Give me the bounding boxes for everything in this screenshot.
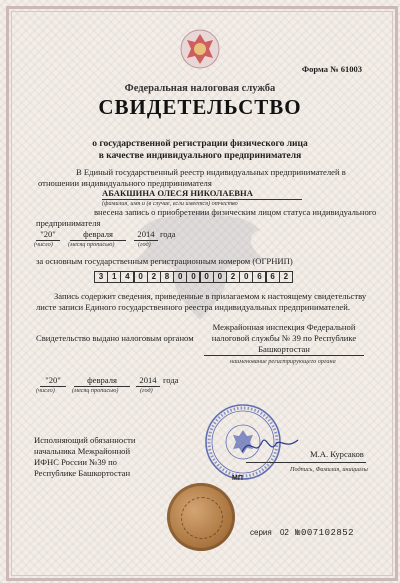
authority-name xyxy=(204,322,364,356)
person-name: АБАКШИНА ОЛЕСЯ НИКОЛАЕВНА xyxy=(102,188,302,200)
ogrnip-digit: 2 xyxy=(226,271,240,283)
hologram-inner-ring xyxy=(181,497,223,539)
ogrnip-digit: 0 xyxy=(239,271,253,283)
ogrnip-digit: 3 xyxy=(94,271,108,283)
service-name: Федеральная налоговая служба xyxy=(124,83,276,94)
record-line-2: листе записи Единого государственного реестра индивидуальных предпринимателей. xyxy=(36,302,350,312)
intro-line-1: В Единый государственный реестр индивидуальных предпринимателей в xyxy=(76,167,346,177)
handwritten-signature xyxy=(240,430,300,460)
position-line-4: Республике Башкортостан xyxy=(34,468,131,478)
date1-month-caption: (месяц прописью) xyxy=(68,241,115,248)
date1-day: "20" xyxy=(36,229,60,241)
serial-series: 02 xyxy=(279,528,289,537)
ogrnip-digit: 2 xyxy=(147,271,161,283)
serial-label: серия xyxy=(250,528,272,537)
authority-line-3: Башкортостан xyxy=(204,344,364,356)
document-subtitle xyxy=(0,138,400,162)
subtitle-line-1: о государственной регистрации физического лица xyxy=(92,139,308,149)
serial-code: №007102852 xyxy=(295,528,355,538)
intro-line-2: отношении индивидуального предпринимателя xyxy=(38,178,212,188)
authority-caption: наименование регистрирующего органа xyxy=(230,358,336,365)
ogrnip-digit: 0 xyxy=(186,271,200,283)
signer-position xyxy=(34,435,136,479)
position-line-1: Исполняющий обязанности xyxy=(34,435,136,445)
subtitle-line-2: в качестве индивидуального предпринимателя xyxy=(98,151,302,161)
signer-name: М.А. Курсаков xyxy=(310,449,364,459)
ogrnip-digit: 8 xyxy=(160,271,174,283)
authority-line-1: Межрайонная инспекция Федеральной xyxy=(212,322,356,332)
coat-of-arms-emblem xyxy=(179,28,221,70)
entry-line-1: внесена запись о приобретении физическим лицом статуса индивидуального xyxy=(94,207,377,217)
ogrnip-digit: 2 xyxy=(279,271,293,283)
date2-day-caption: (число) xyxy=(36,387,55,394)
ogrnip-digit: 0 xyxy=(213,271,227,283)
authority-line-2: налоговой службы № 39 по Республике xyxy=(211,333,357,343)
ogrnip-digit: 1 xyxy=(107,271,121,283)
person-name-caption: (фамилия, имя и (в случае, если имеется) отчество xyxy=(102,200,238,207)
ogrnip-digit: 4 xyxy=(120,271,134,283)
ogrnip-label: за основным государственным регистрационным номером (ОГРНИП) xyxy=(36,256,293,266)
date1-day-caption: (число) xyxy=(34,241,53,248)
ogrnip-digit: 6 xyxy=(252,271,266,283)
ogrnip-digit: 6 xyxy=(266,271,280,283)
signature-line xyxy=(246,462,366,463)
ogrnip-number xyxy=(94,271,292,283)
date2-year-suffix: года xyxy=(163,375,179,385)
document-title: СВИДЕТЕЛЬСТВО xyxy=(98,95,302,119)
position-line-2: начальника Межрайонной xyxy=(34,446,131,456)
ogrnip-digit: 0 xyxy=(134,271,148,283)
date1-year-caption: (год) xyxy=(138,241,151,248)
date1-month: февраля xyxy=(70,229,126,241)
issued-label: Свидетельство выдано налоговым органом xyxy=(36,333,194,343)
date2-year: 2014 xyxy=(136,375,160,387)
entry-line-2: предпринимателя xyxy=(36,218,101,228)
record-line-1: Запись содержит сведения, приведенные в прилагаемом к настоящему свидетельству xyxy=(54,291,367,301)
mp-mark: МП xyxy=(232,475,243,482)
date2-year-caption: (год) xyxy=(140,387,153,394)
date2-month: февраля xyxy=(74,375,130,387)
position-line-3: ИФНС России №39 по xyxy=(34,457,117,467)
date2-day: "20" xyxy=(40,375,66,387)
hologram-seal xyxy=(167,483,235,551)
ogrnip-digit: 0 xyxy=(173,271,187,283)
date1-year: 2014 xyxy=(134,229,158,241)
ogrnip-digit: 0 xyxy=(200,271,214,283)
date1-year-suffix: года xyxy=(160,229,176,239)
signer-caption: Подпись, Фамилия, инициалы xyxy=(290,466,368,473)
date2-month-caption: (месяц прописью) xyxy=(72,387,119,394)
serial-number xyxy=(250,528,354,538)
form-number: Форма № 61003 xyxy=(301,64,362,74)
